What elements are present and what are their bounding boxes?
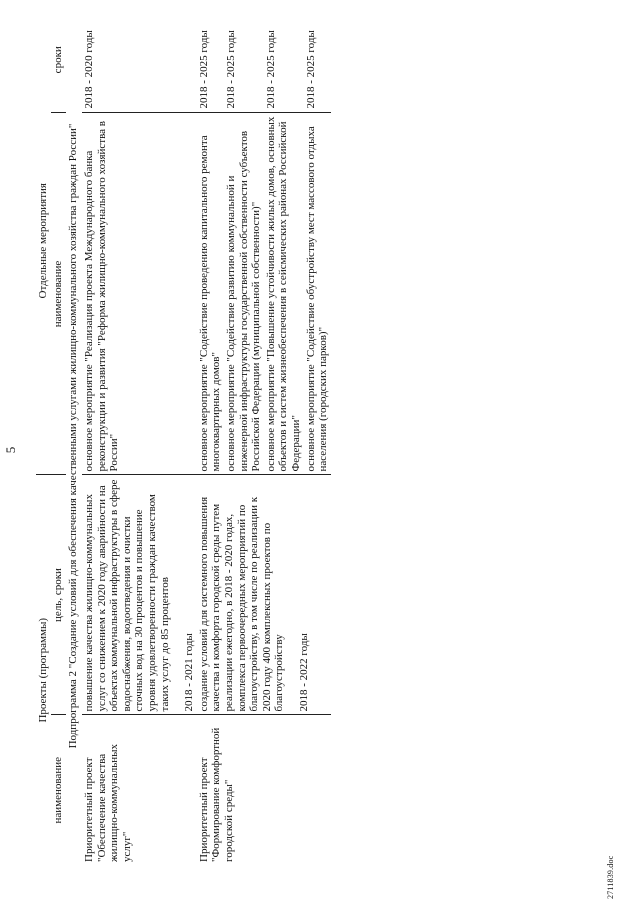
- project-name-cell: [197, 715, 331, 865]
- document-code: 2711839.doc: [606, 855, 615, 899]
- activity-term: 2018 - 2020 годы: [83, 30, 95, 109]
- activity-term-cell: [264, 7, 304, 113]
- header-projects: Проекты (программы): [36, 475, 51, 865]
- subprogram-title: Подпрограмма 2 "Создание условий для обеспечения качественными услугами жилищно-коммунального хозяйства граждан России": [67, 123, 79, 749]
- activity-name: основное мероприятие "Содействие проведению капитального ремонта многоквартирных домов": [197, 135, 223, 472]
- table-row: [197, 7, 224, 865]
- goal-cell: [82, 475, 197, 715]
- activity-term: 2018 - 2025 годы: [264, 30, 277, 109]
- activity-name: основное мероприятие "Содействие развитию коммунальной и инженерной инфраструктуры государственной собственности субъектов Российской Федерации (муниципальной собственности)": [224, 130, 263, 472]
- header-activity-terms: сроки: [52, 46, 64, 74]
- activity-name: основное мероприятие "Содействие обустройству мест массового отдыха населения (городских парков)": [304, 126, 330, 472]
- header-project-name: наименование: [51, 715, 66, 865]
- activity-term: 2018 - 2025 годы: [224, 30, 237, 109]
- goal-term: 2018 - 2022 годы: [297, 633, 310, 712]
- activity-term-cell: [82, 7, 197, 113]
- table-header-group-row: [36, 7, 51, 865]
- goal-term: 2018 - 2021 годы: [183, 633, 196, 712]
- goal-text: создание условий для системного повышения качества и комфорта городской среды путем реализации ежегодно, в 2018 - 2020 годах, комплекса первоочередных мероприятий по благоустройству, в том числе по реализации к 2020 году 400 комплексных проектов по благоустройству: [197, 496, 286, 712]
- page-number: 5: [3, 446, 18, 454]
- activity-name-cell: [304, 113, 331, 475]
- activity-name-cell: [264, 113, 304, 475]
- subprogram-row: [66, 7, 82, 865]
- activity-term: 2018 - 2025 годы: [197, 30, 210, 109]
- project-name: Приоритетный проект "Обеспечение качества жилищно-коммунальных услуг": [83, 743, 133, 862]
- program-table: [36, 7, 331, 865]
- project-name-cell: [82, 715, 197, 865]
- table-row: [82, 7, 197, 865]
- activity-term-cell: [304, 7, 331, 113]
- activity-name: основное мероприятие "Реализация проекта Международного банка реконструкции и развития "Реформа жилищно-коммунального хозяйства в России": [83, 121, 121, 472]
- header-activities: Отдельные мероприятия: [37, 183, 49, 299]
- activity-name-cell: [224, 113, 264, 475]
- activity-name: основное мероприятие "Повышение устойчивости жилых домов, основных объектов и систем жизнеобеспечения в сейсмических районах Российской Федерации": [264, 116, 302, 472]
- activity-name-cell: [197, 113, 224, 475]
- header-goal-terms: цель, сроки: [51, 475, 66, 715]
- activity-name-cell: [82, 113, 197, 475]
- goal-cell: [197, 475, 331, 715]
- activity-term-cell: [197, 7, 224, 113]
- project-name: Приоритетный проект "Формирование комфортной городской среды": [197, 727, 235, 862]
- goal-text: повышение качества жилищно-коммунальных услуг со снижением к 2020 году аварийности на объектах коммунальной инфраструктуры в сфере водоснабжения, водоотведения и очистки сточных вод на 30 процентов и повышение уровня удовлетворенности граждан качеством таких услуг до 85 процентов: [83, 479, 171, 712]
- table-header-columns-row: [51, 7, 66, 865]
- header-activity-name: наименование: [51, 113, 66, 475]
- activity-term: 2018 - 2025 годы: [304, 30, 317, 109]
- activity-term-cell: [224, 7, 264, 113]
